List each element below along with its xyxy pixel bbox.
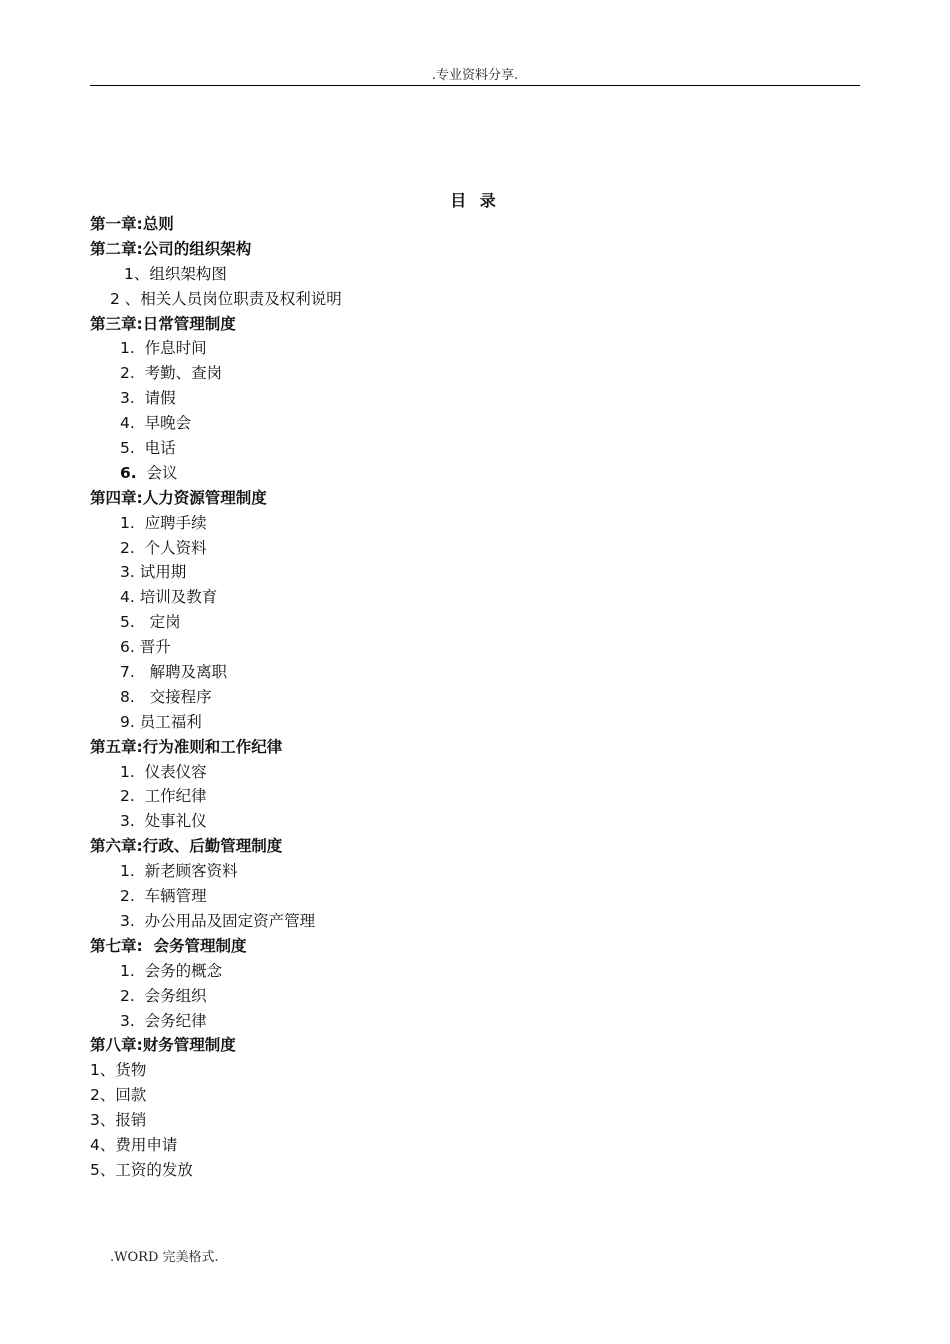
header-divider [90, 85, 860, 86]
toc-chapter: 第八章:财务管理制度 [90, 1036, 236, 1055]
toc-item-label: 会议 [136, 463, 178, 482]
toc-item: 2. 车辆管理 [120, 887, 207, 906]
toc-chapter: 第四章:人力资源管理制度 [90, 488, 267, 507]
toc-item: 1、组织架构图 [124, 264, 227, 283]
toc-item: 1. 作息时间 [120, 339, 207, 358]
toc-item: 1. 会务的概念 [120, 961, 223, 980]
toc-chapter: 第一章:总则 [90, 215, 174, 233]
toc-item: 8. 交接程序 [120, 687, 212, 706]
toc-item: 5. 定岗 [120, 613, 181, 632]
page-footer: .WORD 完美格式. [110, 1250, 219, 1265]
toc-item: 5、工资的发放 [90, 1160, 193, 1179]
toc-title: 目 录 [450, 191, 500, 210]
toc-chapter: 第七章: 会务管理制度 [90, 936, 247, 955]
toc-item: 3、报销 [90, 1111, 147, 1130]
toc-item: 3. 试用期 [120, 563, 187, 582]
toc-chapter: 第二章:公司的组织架构 [90, 239, 252, 258]
toc-item: 4. 早晚会 [120, 414, 192, 433]
toc-item: 3. 办公用品及固定资产管理 [120, 911, 316, 930]
toc-item-number: 6. [120, 463, 137, 482]
toc-item: 1. 新老顾客资料 [120, 862, 238, 881]
toc-item: 4、费用申请 [90, 1135, 178, 1154]
toc-item [90, 461, 860, 486]
toc-chapter: 第三章:日常管理制度 [90, 314, 236, 333]
toc-item: 3. 会务纪律 [120, 1011, 207, 1030]
toc-item: 1. 仪表仪容 [120, 762, 207, 781]
toc-item: 1. 应聘手续 [120, 513, 207, 532]
toc-item: 9. 员工福利 [120, 712, 202, 731]
toc-item: 7. 解聘及离职 [120, 663, 228, 682]
toc-item: 2. 考勤、查岗 [120, 364, 223, 383]
toc-item: 3. 请假 [120, 389, 176, 408]
toc-item: 4. 培训及教育 [120, 588, 218, 607]
toc-item: 3. 处事礼仪 [120, 812, 207, 831]
toc-item: 2. 个人资料 [120, 538, 207, 557]
toc-chapter: 第六章:行政、后勤管理制度 [90, 837, 283, 856]
page-header: .专业资料分享. [431, 68, 519, 83]
toc-item: 6. 晋升 [120, 638, 171, 657]
toc-item: 2、回款 [90, 1086, 147, 1105]
table-of-contents [90, 212, 860, 1183]
toc-item: 1、货物 [90, 1061, 147, 1080]
toc-item: 2 、相关人员岗位职责及权利说明 [110, 289, 342, 308]
toc-item: 2. 工作纪律 [120, 787, 207, 806]
toc-chapter: 第五章:行为准则和工作纪律 [90, 737, 283, 756]
toc-item: 5. 电话 [120, 439, 176, 458]
toc-item: 2. 会务组织 [120, 986, 207, 1005]
